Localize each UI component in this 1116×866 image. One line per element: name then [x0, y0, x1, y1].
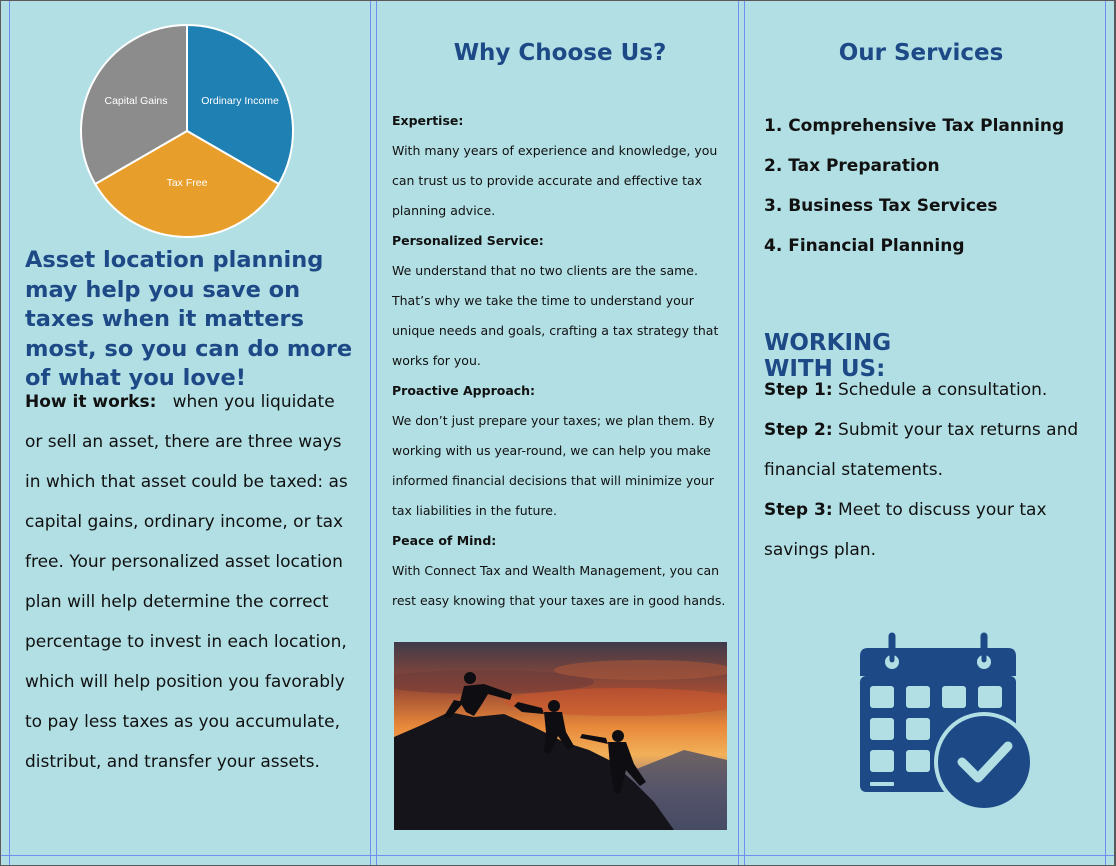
service-item: 2. Tax Preparation [764, 156, 940, 176]
section-proactive-approach [392, 376, 732, 526]
step-text: Submit your tax returns and financial statements. [764, 420, 1079, 480]
margin-guide [1105, 0, 1106, 866]
our-services-title: Our Services [838, 40, 1004, 66]
asset-location-headline: Asset location planning may help you save on taxes when it matters most, so you can do more of what you love! [25, 247, 353, 391]
section-expertise [392, 106, 732, 226]
step-text: Meet to discuss your tax savings plan. [764, 500, 1047, 560]
step-item [764, 490, 1094, 570]
why-choose-us-sections [392, 106, 732, 616]
section-peace-of-mind [392, 526, 732, 616]
how-it-works-text: when you liquidate or sell an asset, there are three ways in which that asset could be taxed: as capital gains, ordinary income, or tax free. Your personalized asset location plan will help determine the correct percentage to invest in each location, which will help position you favorably to pay less taxes as you accumulate, distribut, and transfer your assets. [25, 392, 348, 772]
pie-label-capital-gains: Capital Gains [104, 95, 168, 107]
asset-location-pie-chart [80, 24, 294, 238]
how-it-works-label: How it works: [25, 392, 157, 412]
section-text: With many years of experience and knowledge, you can trust us to provide accurate and effective tax planning advice. [392, 143, 718, 218]
step-label: Step 3: [764, 500, 833, 520]
section-text: We don’t just prepare your taxes; we plan them. By working with us year-round, we can help you make informed financial decisions that will minimize your tax liabilities in the future. [392, 413, 715, 518]
working-with-us-title: WORKING WITH US: [764, 330, 892, 382]
pie-label-ordinary-income: Ordinary Income [201, 95, 279, 107]
how-it-works-paragraph [25, 382, 355, 782]
margin-guide [370, 0, 371, 866]
service-item: 3. Business Tax Services [764, 196, 998, 216]
service-item: 1. Comprehensive Tax Planning [764, 116, 1065, 136]
services-list [764, 106, 1094, 266]
margin-guide [744, 0, 745, 866]
steps-list [764, 370, 1094, 570]
step-item [764, 410, 1094, 490]
margin-guide [738, 0, 739, 866]
section-heading: Expertise: [392, 113, 464, 128]
step-label: Step 1: [764, 380, 833, 400]
pie-label-tax-free: Tax Free [166, 177, 208, 189]
section-heading: Peace of Mind: [392, 533, 497, 548]
section-heading: Personalized Service: [392, 233, 544, 248]
section-text: We understand that no two clients are the same. That’s why we take the time to understand your unique needs and goals, crafting a tax strategy that works for you. [392, 263, 719, 368]
climbers-helping-photo [394, 642, 727, 830]
section-personalized-service [392, 226, 732, 376]
section-text: With Connect Tax and Wealth Management, you can rest easy knowing that your taxes are in good hands. [392, 563, 726, 608]
step-text: Schedule a consultation. [838, 380, 1048, 400]
service-item: 4. Financial Planning [764, 236, 965, 256]
step-label: Step 2: [764, 420, 833, 440]
why-choose-us-title: Why Choose Us? [453, 40, 667, 66]
section-heading: Proactive Approach: [392, 383, 536, 398]
calendar-check-icon [858, 632, 1038, 812]
step-item [764, 370, 1094, 410]
margin-guide [376, 0, 377, 866]
margin-guide [0, 855, 1116, 856]
margin-guide [9, 0, 10, 866]
